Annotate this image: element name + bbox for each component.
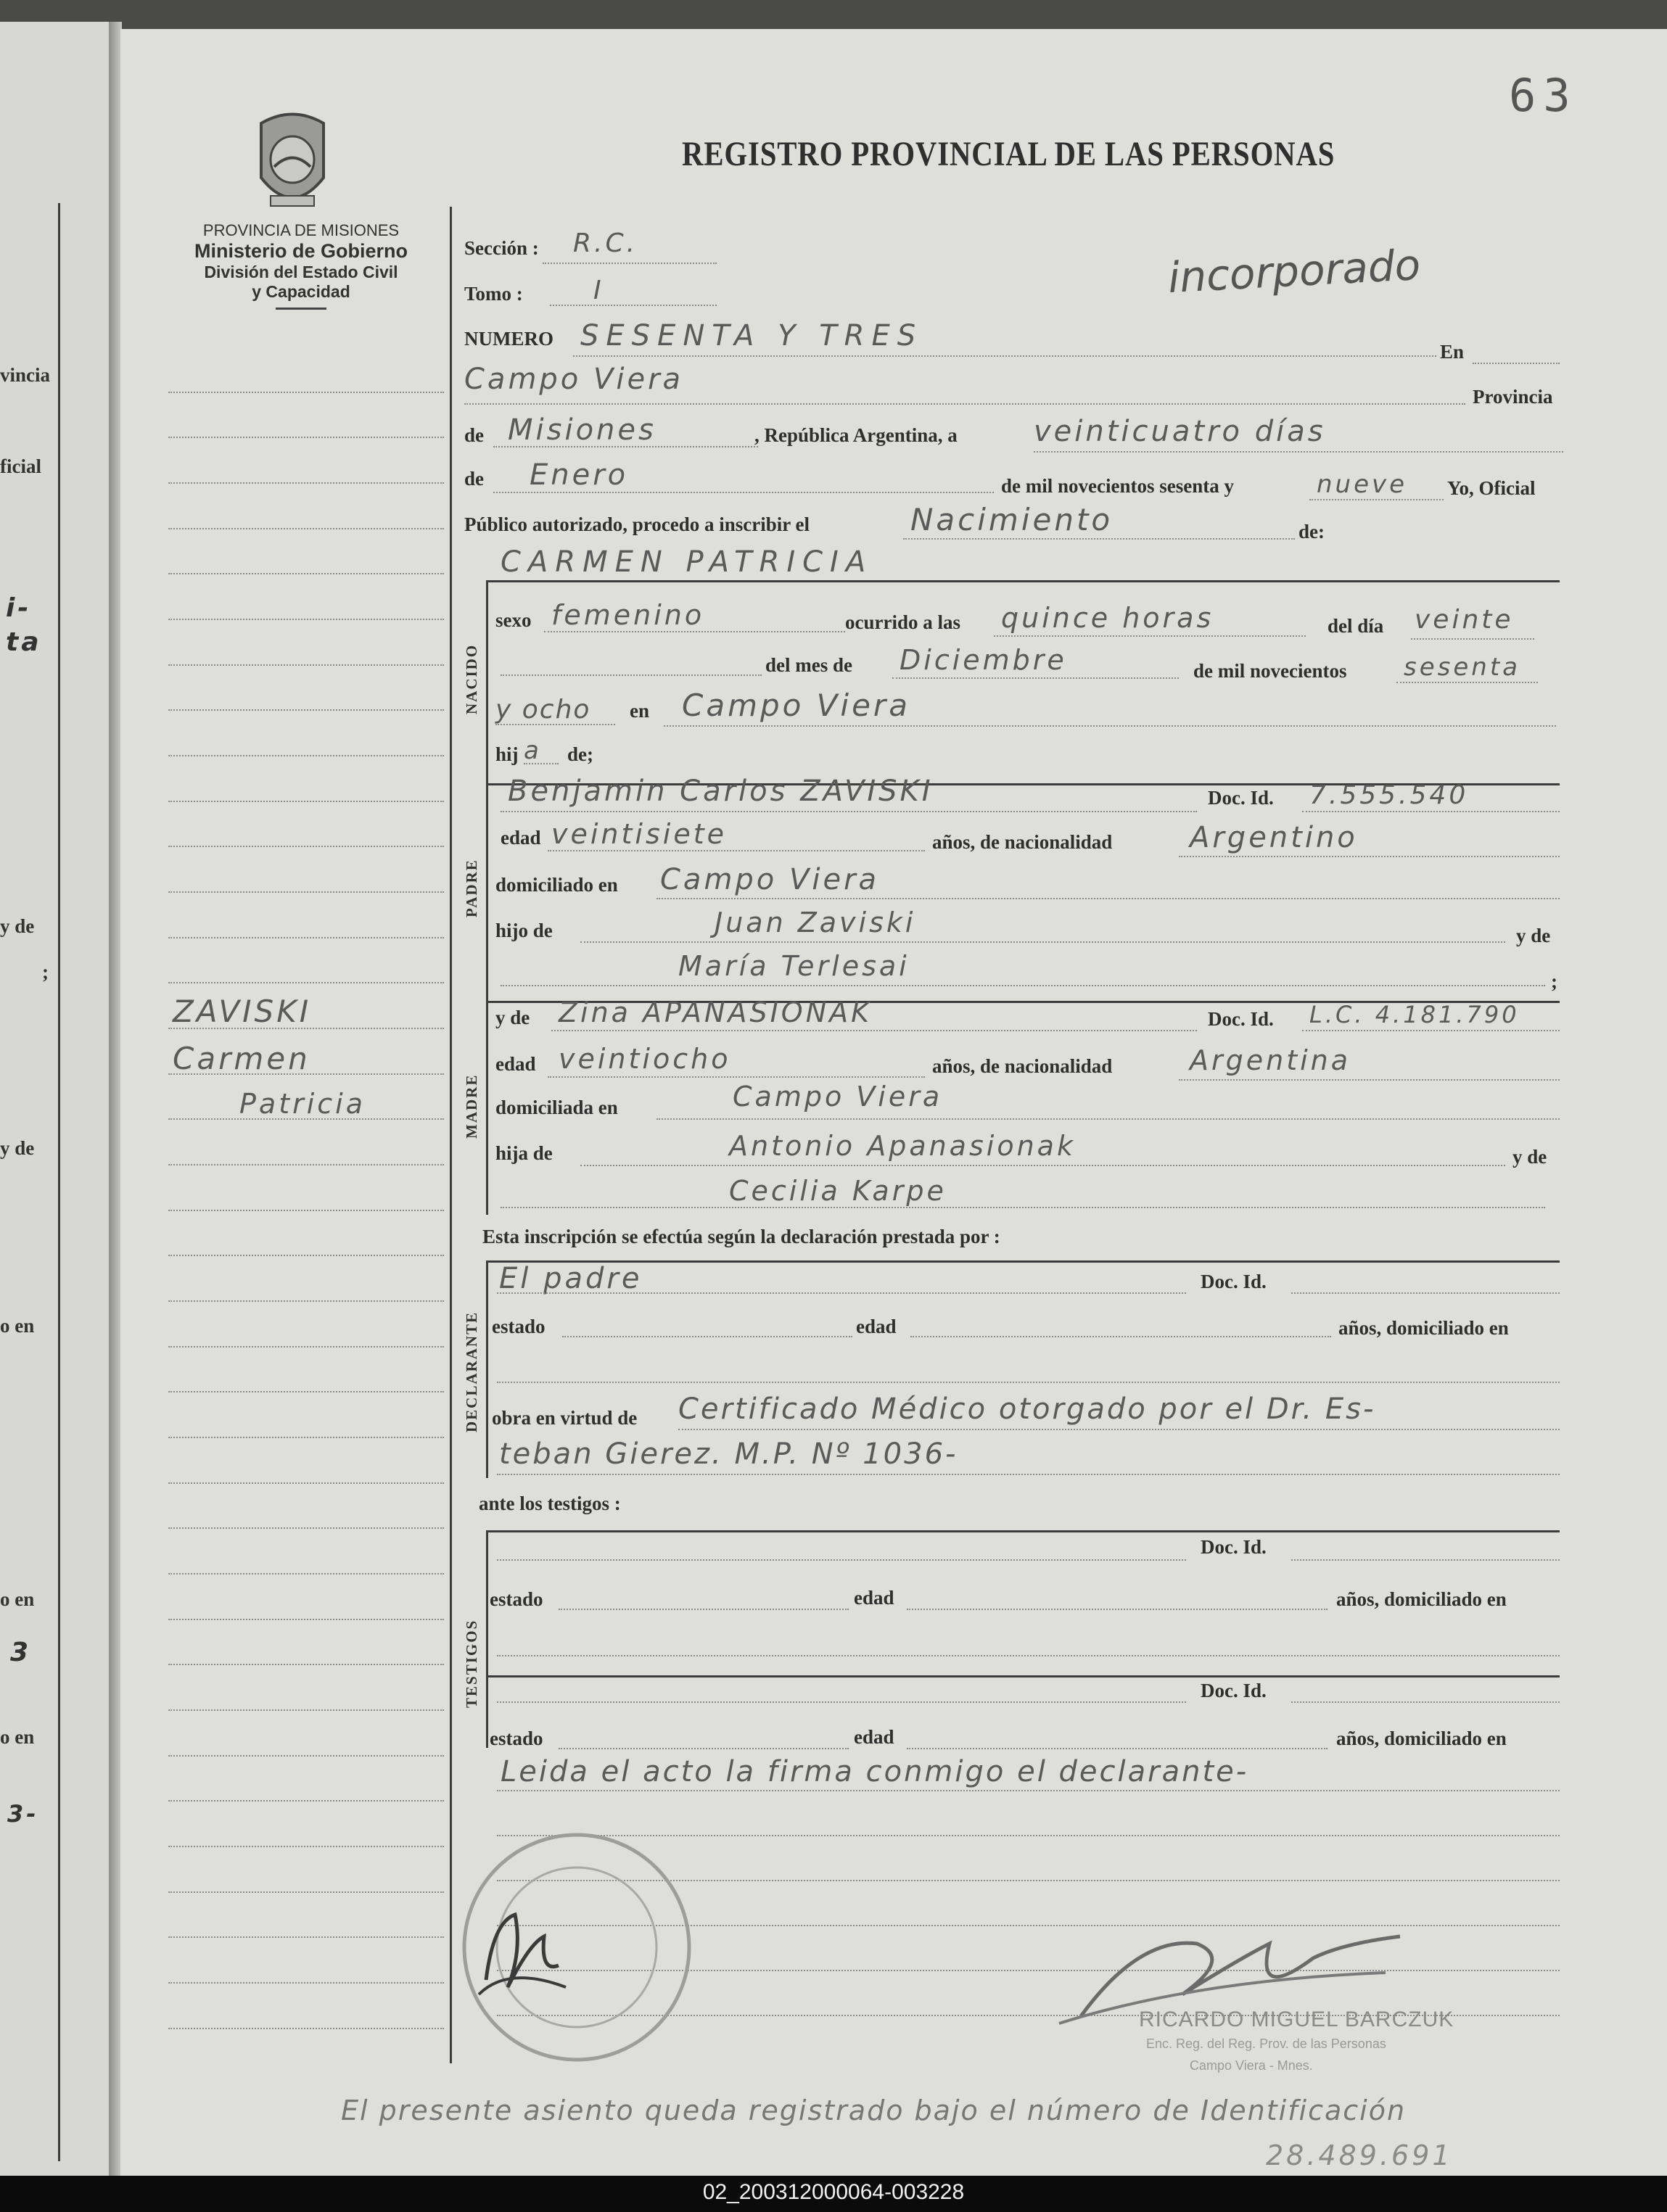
padre-nac-label: años, de nacionalidad [932, 831, 1113, 853]
left-fragment: vincia [0, 364, 51, 386]
testigos-mid-line [486, 1675, 1560, 1677]
left-page-rule [58, 203, 60, 2161]
madre-dom-value: Campo Viera [733, 1081, 943, 1113]
padre-nombre-value: Benjamin Carlos ZAVISKI [508, 775, 934, 808]
sexo-value: femenino [551, 599, 705, 631]
obra-value-2: teban Gierez. M.P. Nº 1036- [499, 1437, 958, 1471]
tomo-value: I [593, 276, 604, 305]
madre-dom-label: domiciliada en [495, 1097, 618, 1118]
seccion-label: Sección : [464, 237, 539, 259]
madre-side-label: MADRE [463, 1073, 480, 1139]
registrar-stamp-sub1: Enc. Reg. del Reg. Prov. de las Personas [1146, 2036, 1386, 2051]
left-fragment: y de [0, 1137, 35, 1159]
left-fragment: 3 [10, 1638, 32, 1667]
en-label: En [1440, 341, 1465, 363]
section-rule-nacido [486, 580, 488, 783]
section-rule-testigos [486, 1530, 488, 1748]
padre-dom-label: domiciliado en [495, 874, 618, 896]
padre-y-de-value: María Terlesai [678, 950, 910, 982]
lugar-value: Campo Viera [464, 363, 684, 396]
page-number: 63 [1509, 69, 1578, 122]
left-fragment: o en [0, 1726, 35, 1748]
obra-value-1: Certificado Médico otorgado por el Dr. Es- [678, 1392, 1376, 1426]
registrar-stamp-name: RICARDO MIGUEL BARCZUK [1139, 2007, 1454, 2031]
nacido-top-line [486, 580, 1560, 582]
section-rule-padre [486, 783, 488, 1001]
testigo1-doc-label: Doc. Id. [1201, 1536, 1267, 1558]
left-fragment: i- [6, 593, 32, 623]
footer-number: 28.489.691 [1266, 2139, 1453, 2171]
left-fragment: y de [0, 915, 35, 937]
testigo1-estado-label: estado [490, 1588, 543, 1610]
declarante-dom-label: años, domiciliado en [1338, 1317, 1509, 1339]
dias-value: veinticuatro días [1034, 415, 1326, 448]
padre-dom-value: Campo Viera [660, 863, 880, 896]
padre-doc-value: 7.555.540 [1309, 780, 1469, 810]
madre-doc-value: L.C. 4.181.790 [1309, 1001, 1520, 1028]
mes-nac-value: Diciembre [900, 644, 1067, 676]
mil-label: de mil novecientos sesenta y [1001, 475, 1234, 497]
hij-suffix-value: a [524, 736, 542, 765]
declarante-side-label: DECLARANTE [463, 1311, 480, 1432]
madre-edad-label: edad [495, 1053, 536, 1075]
inscripcion-label: Esta inscripción se efectúa según la declaración prestada por : [482, 1226, 1000, 1247]
left-fragment: o en [0, 1315, 35, 1337]
header-block [160, 221, 443, 310]
madre-nac-value: Argentina [1190, 1044, 1351, 1076]
del-mes-label: del mes de [765, 654, 852, 676]
declarante-value: El padre [499, 1262, 643, 1295]
republica-label: , República Argentina, a [754, 424, 958, 446]
registrar-stamp-sub2: Campo Viera - Mnes. [1190, 2058, 1313, 2073]
coat-of-arms-icon [252, 109, 332, 218]
page-title: REGISTRO PROVINCIAL DE LAS PERSONAS [682, 135, 1335, 173]
dia-value: veinte [1415, 605, 1514, 635]
del-dia-label: del día [1328, 615, 1384, 637]
testigo2-estado-label: estado [490, 1728, 543, 1749]
declarante-doc-label: Doc. Id. [1201, 1271, 1267, 1292]
hij-de-label: de; [567, 743, 593, 765]
section-rule-madre [486, 1001, 488, 1215]
de-label-2: de [464, 468, 484, 490]
madre-doc-label: Doc. Id. [1208, 1008, 1274, 1030]
numero-label: NUMERO [464, 328, 553, 350]
official-signature-icon [464, 1893, 580, 2009]
main-column-rule [450, 207, 452, 2063]
ministry-label: Ministerio de Gobierno [194, 240, 408, 262]
padre-nac-value: Argentino [1190, 821, 1358, 854]
en-label-2: en [630, 700, 649, 722]
testigos-side-label: TESTIGOS [463, 1619, 480, 1708]
lugar-nac-value: Campo Viera [682, 688, 910, 723]
padre-side-label: PADRE [463, 859, 480, 917]
province-label: PROVINCIA DE MISIONES [202, 221, 400, 239]
madre-hija-de-value: Antonio Apanasionak [729, 1130, 1076, 1162]
margin-given-1: Carmen [173, 1041, 310, 1076]
left-fragment: ficial [0, 455, 41, 477]
top-signature: incorporado [1166, 239, 1422, 303]
de-colon-label: de: [1298, 521, 1325, 542]
anio-nac-value-2: y ocho [495, 695, 591, 725]
madre-y-de-label: y de [495, 1007, 530, 1028]
image-caption: 02_200312000064-003228 [702, 2180, 965, 2204]
madre-y-de-value: Cecilia Karpe [729, 1175, 947, 1207]
declarante-estado-label: estado [492, 1316, 546, 1337]
provincia-label: Provincia [1473, 386, 1553, 408]
testigo2-doc-label: Doc. Id. [1201, 1680, 1267, 1701]
ocurrido-label: ocurrido a las [845, 611, 960, 633]
padre-edad-value: veintisiete [551, 818, 727, 850]
padre-edad-label: edad [501, 827, 541, 849]
provincia-value: Misiones [508, 413, 656, 447]
de-label: de [464, 424, 484, 446]
sexo-label: sexo [495, 609, 532, 631]
margin-surname: ZAVISKI [173, 994, 312, 1029]
nacido-side-label: NACIDO [463, 643, 480, 714]
madre-nac-label: años, de nacionalidad [932, 1055, 1113, 1077]
testigo1-edad-label: edad [854, 1587, 894, 1609]
padre-hijo-de-value: Juan Zaviski [715, 907, 916, 938]
hora-value: quince horas [1001, 602, 1214, 634]
anio-nac-value-1: sesenta [1404, 653, 1520, 682]
margin-given-2: Patricia [239, 1088, 366, 1120]
section-rule-declarante [486, 1260, 488, 1478]
division-label: División del Estado Civil [204, 263, 398, 281]
madre-edad-value: veintiocho [559, 1043, 731, 1075]
declarante-top-line [486, 1260, 1560, 1263]
hij-label: hij [495, 743, 519, 765]
mil-label-2: de mil novecientos [1193, 660, 1347, 682]
numero-value: SESENTA Y TRES [580, 319, 923, 352]
background-top [0, 0, 1667, 29]
acto-value: Nacimiento [910, 502, 1114, 537]
seccion-value: R.C. [573, 228, 638, 258]
nombre-value: CARMEN PATRICIA [501, 545, 873, 579]
madre-hija-label: hija de [495, 1142, 553, 1164]
padre-semicolon: ; [1551, 970, 1557, 992]
header-divider [276, 308, 326, 310]
testigo2-edad-label: edad [854, 1726, 894, 1748]
declarante-edad-label: edad [856, 1316, 897, 1337]
capacity-label: y Capacidad [252, 282, 350, 301]
left-fragment: o en [0, 1588, 35, 1610]
padre-doc-label: Doc. Id. [1208, 787, 1274, 809]
footer-note: El presente asiento queda registrado bajo el número de Identificación [341, 2095, 1407, 2126]
left-fragment: 3- [7, 1800, 39, 1828]
leida-value: Leida el acto la firma conmigo el declarante- [501, 1755, 1249, 1788]
anio-value: nueve [1317, 470, 1408, 499]
yo-oficial-label: Yo, Oficial [1447, 477, 1536, 499]
publico-label: Público autorizado, procedo a inscribir el [464, 513, 810, 535]
madre-nombre-value: Zina APANASIONAK [559, 996, 873, 1028]
testigos-top-line [486, 1530, 1560, 1532]
ante-testigos-label: ante los testigos : [479, 1493, 621, 1514]
testigo2-dom-label: años, domiciliado en [1336, 1728, 1507, 1749]
obra-label: obra en virtud de [492, 1407, 638, 1429]
left-fragment: ; [42, 961, 49, 983]
left-fragment: ta [6, 627, 42, 657]
testigo1-dom-label: años, domiciliado en [1336, 1588, 1507, 1610]
madre-y-de-label-2: y de [1512, 1146, 1547, 1168]
padre-y-de-label: y de [1516, 925, 1551, 946]
padre-hijo-label: hijo de [495, 920, 553, 941]
tomo-label: Tomo : [464, 283, 523, 305]
mes-value: Enero [530, 458, 629, 492]
